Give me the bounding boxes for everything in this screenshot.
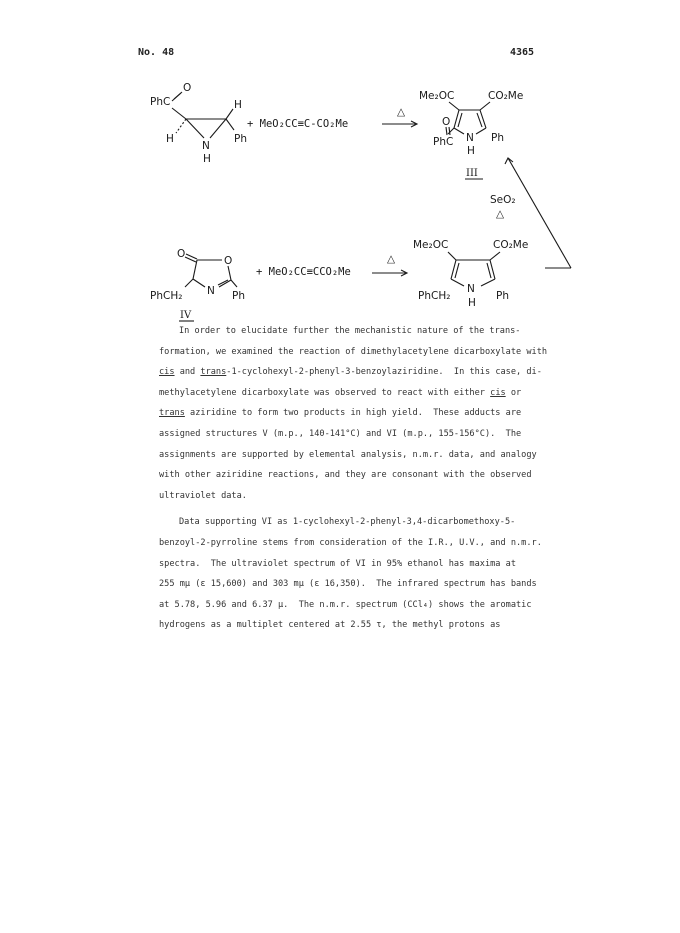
reaction2-arrow bbox=[372, 270, 407, 276]
oxidation-arrow bbox=[505, 158, 571, 268]
p2-ring-bond-n-right bbox=[481, 279, 495, 286]
p2-ring-bond-n-left bbox=[451, 279, 464, 286]
p1-line4-part1: methylacetylene dicarboxylate was observed to react with either bbox=[159, 387, 491, 398]
carbonyl-bond-double bbox=[174, 92, 182, 99]
reaction-scheme bbox=[0, 0, 680, 325]
aziridine-cn-bond-left bbox=[186, 119, 204, 138]
cis-term-2: cis bbox=[490, 387, 506, 398]
p1-line3-part2: and bbox=[174, 367, 201, 378]
paragraph2-line2: benzoyl-2-pyrroline stems from consideration of the I.R., U.V., and n.m.r. bbox=[159, 537, 542, 548]
reaction2-heat-symbol: △ bbox=[387, 253, 396, 265]
product2-left-ester: Me₂OC bbox=[413, 239, 449, 251]
aziridine-nh-label: H bbox=[203, 153, 211, 165]
reaction1-arrow bbox=[382, 121, 417, 127]
oxazolone-c4-bond bbox=[193, 260, 197, 279]
aziridine-phco-label: PhC bbox=[150, 96, 171, 108]
aziridine-oxygen-label: O bbox=[183, 82, 192, 94]
article-body bbox=[159, 321, 559, 636]
paragraph1-line4 bbox=[159, 383, 559, 404]
p1-line4-part3: or bbox=[505, 387, 522, 398]
aziridine-ph-bond bbox=[226, 119, 234, 130]
pyrrole-product-2 bbox=[413, 239, 528, 309]
oxazolone-carbonyl-oxygen: O bbox=[177, 248, 186, 260]
paragraph1-line8: with other aziridine reactions, and they are consonant with the observed bbox=[159, 470, 532, 481]
reaction1-reagent: + MeO₂CC≡C-CO₂Me bbox=[247, 118, 349, 130]
oxazolone-phenyl-label: Ph bbox=[232, 290, 245, 302]
aziridine-cn-bond-right bbox=[210, 119, 226, 138]
aziridine-structure bbox=[150, 82, 247, 165]
reaction2-reagent: + MeO₂CC≡CCO₂Me bbox=[256, 266, 351, 278]
oxazolone-benzyl-bond bbox=[185, 279, 193, 287]
paragraph1-line6: assigned structures V (m.p., 140-141°C) and VI (m.p., 155-156°C). The bbox=[159, 428, 522, 439]
p2-ring-bond-left-double bbox=[455, 263, 459, 278]
paragraph2-line1: Data supporting VI as 1-cyclohexyl-2-phenyl-3,4-dicarbomethoxy-5- bbox=[179, 517, 516, 528]
ring-bond-left-double bbox=[458, 113, 462, 127]
paragraph2-line3: spectra. The ultraviolet spectrum of VI in 95% ethanol has maxima at bbox=[159, 558, 516, 569]
oxazolone-benzyl-label: PhCH₂ bbox=[150, 290, 183, 302]
paragraph1-line1: In order to elucidate further the mechanistic nature of the trans- bbox=[179, 326, 521, 336]
paragraph2-line5: at 5.78, 5.96 and 6.37 μ. The n.m.r. spectrum (CCl₄) shows the aromatic bbox=[159, 599, 532, 610]
paragraph2-line6: hydrogens as a multiplet centered at 2.55 τ, the methyl protons as bbox=[159, 620, 501, 631]
oxazolone-ring-oxygen: O bbox=[224, 255, 233, 267]
product3-left-ester: Me₂OC bbox=[419, 90, 455, 102]
cis-term: cis bbox=[159, 367, 175, 378]
aziridine-h-hashed-bond bbox=[176, 119, 186, 133]
oxazolone-compound-label: IV bbox=[180, 310, 192, 321]
pyrrole-product-iii bbox=[419, 90, 523, 179]
aziridine-acyl-bond bbox=[172, 108, 186, 119]
product3-compound-label: III bbox=[466, 168, 478, 179]
paragraph1-line2: formation, we examined the reaction of dimethylacetylene dicarboxylate with bbox=[159, 346, 548, 357]
oxazolone-phenyl-bond bbox=[231, 280, 237, 287]
trans-term-2: trans bbox=[159, 408, 185, 419]
paragraph2-line4: 255 mμ (ε 15,600) and 303 mμ (ε 16,350). The infrared spectrum has bands bbox=[159, 579, 537, 590]
product3-phenyl-label: Ph bbox=[491, 132, 504, 144]
oxazolone-c4-n-bond bbox=[193, 279, 205, 287]
aziridine-nitrogen-label: N bbox=[202, 140, 210, 152]
product3-nh-label: H bbox=[467, 145, 475, 157]
product2-right-ester: CO₂Me bbox=[493, 239, 529, 251]
product2-phenyl-label: Ph bbox=[496, 290, 509, 302]
p2-ring-bond-right-double bbox=[487, 263, 491, 278]
paragraph1-line3 bbox=[159, 362, 559, 383]
p1-line5-part2: aziridine to form two products in high yield. These adducts are bbox=[184, 408, 522, 419]
left-ester-bond bbox=[449, 102, 459, 110]
ring-bond-n-left bbox=[454, 128, 464, 134]
product2-benzyl-label: PhCH₂ bbox=[418, 290, 451, 302]
trans-term: trans bbox=[200, 367, 227, 378]
product3-right-ester: CO₂Me bbox=[488, 90, 524, 102]
right-ester-bond bbox=[480, 102, 490, 110]
product3-phc-label: PhC bbox=[433, 136, 454, 148]
product3-carbonyl-bond-double bbox=[449, 127, 450, 135]
aziridine-phenyl-label: Ph bbox=[234, 133, 247, 145]
ring-bond-n-right bbox=[476, 128, 486, 134]
oxidation-heat-symbol: △ bbox=[496, 208, 505, 220]
product2-nh-label: H bbox=[468, 297, 476, 309]
aziridine-h-bond bbox=[226, 109, 233, 119]
oxazolone-nitrogen: N bbox=[207, 285, 215, 297]
aziridine-h-right: H bbox=[234, 99, 242, 111]
product2-nitrogen-label: N bbox=[467, 283, 475, 295]
oxazolone-o-c2-bond bbox=[228, 266, 231, 280]
product3-oxygen-label: O bbox=[442, 116, 451, 128]
paragraph1-line9: ultraviolet data. bbox=[159, 490, 247, 501]
product3-nitrogen-label: N bbox=[466, 132, 474, 144]
reaction1-heat-symbol: △ bbox=[397, 106, 406, 118]
aziridine-h-left: H bbox=[166, 133, 174, 145]
p1-line3-part4: -1-cyclohexyl-2-phenyl-3-benzoylaziridine. In this case, di- bbox=[226, 367, 542, 378]
product3-carbonyl-bond bbox=[446, 127, 447, 135]
paragraph1-line5 bbox=[159, 403, 559, 424]
paragraph1-line7: assignments are supported by elemental analysis, n.m.r. data, and analogy bbox=[159, 449, 537, 460]
journal-issue-number: No. 48 bbox=[138, 47, 175, 58]
oxazolone-structure-iv bbox=[150, 248, 245, 321]
oxidation-reagent: SeO₂ bbox=[490, 194, 516, 206]
p2-left-ester-bond bbox=[448, 252, 456, 260]
p2-right-ester-bond bbox=[490, 252, 500, 260]
page-number: 4365 bbox=[510, 47, 535, 58]
